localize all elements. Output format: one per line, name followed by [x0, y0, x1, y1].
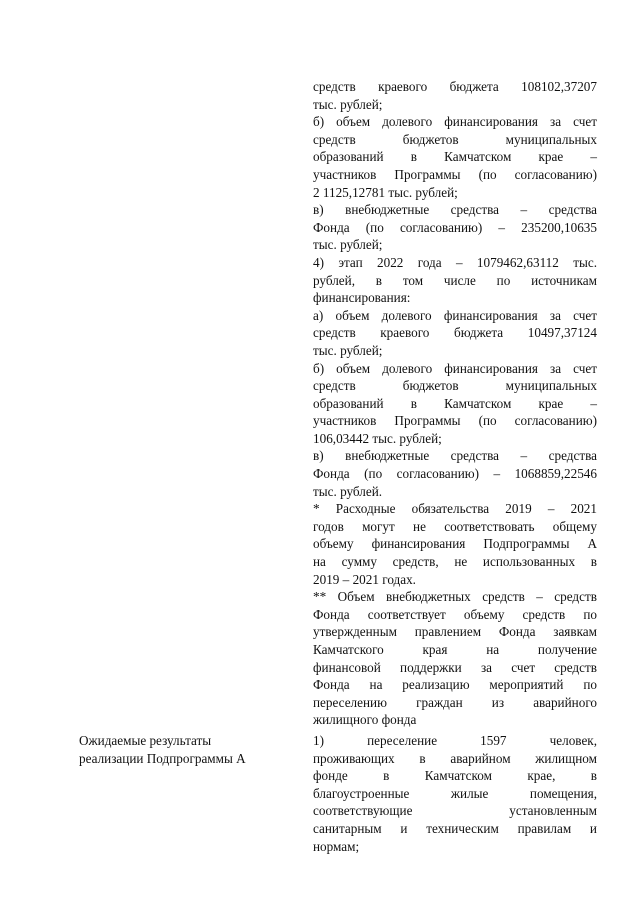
results-label-line-2: реализации Подпрограммы А [79, 750, 246, 766]
results-text-line: фонде в Камчатском крае, в [313, 768, 597, 784]
funding-text-line: тыс. рублей. [313, 483, 383, 499]
funding-text-line: участников Программы (по согласованию) [313, 166, 597, 182]
results-text-line: благоустроенные жилые помещения, [313, 785, 597, 801]
funding-text-line: переселению граждан из аварийного [313, 694, 597, 710]
funding-text-line: средств краевого бюджета 10497,37124 [313, 325, 597, 341]
funding-text-line: * Расходные обязательства 2019 – 2021 [313, 501, 597, 517]
funding-text-line: тыс. рублей; [313, 342, 383, 358]
funding-text-line: образований в Камчатском крае – [313, 395, 597, 411]
funding-text-line: утвержденным правлением Фонда заявкам [313, 624, 597, 640]
results-text-line: соответствующие установленным [313, 803, 597, 819]
funding-text-line: ** Объем внебюджетных средств – средств [313, 589, 597, 605]
funding-text [313, 78, 597, 729]
funding-text-line: финансирования: [313, 290, 411, 306]
funding-text-line: тыс. рублей; [313, 96, 383, 112]
funding-text-line: финансовой поддержки за счет средств [313, 659, 597, 675]
funding-text-line: б) объем долевого финансирования за счет [313, 114, 597, 130]
funding-text-line: годов могут не соответствовать общему [313, 518, 597, 534]
funding-text-line: участников Программы (по согласованию) [313, 413, 597, 429]
funding-text-line: жилищного фонда [313, 712, 417, 728]
funding-text-line: б) объем долевого финансирования за счет [313, 360, 597, 376]
funding-text-line: Фонда на реализацию мероприятий по [313, 677, 597, 693]
funding-text-line: Фонда (по согласованию) – 1068859,22546 [313, 466, 597, 482]
funding-text-line: средств бюджетов муниципальных [313, 378, 597, 394]
funding-text-line: тыс. рублей; [313, 237, 383, 253]
results-text-line: проживающих в аварийном жилищном [313, 750, 597, 766]
funding-text-line: средств краевого бюджета 108102,37207 [313, 79, 597, 94]
funding-text-line: 106,03442 тыс. рублей; [313, 430, 442, 446]
funding-text-line: Камчатского края на получение [313, 642, 597, 657]
funding-text-line: в) внебюджетные средства – средства [313, 448, 597, 464]
funding-text-line: объему финансирования Подпрограммы А [313, 536, 597, 552]
funding-text-line: образований в Камчатском крае – [313, 149, 597, 165]
funding-text-line: Фонда (по согласованию) – 235200,10635 [313, 219, 597, 235]
funding-text-line: средств бюджетов муниципальных [313, 131, 597, 147]
results-text [313, 732, 597, 855]
funding-text-line: а) объем долевого финансирования за счет [313, 307, 597, 323]
results-text-line: санитарным и техническим правилам и [313, 820, 597, 836]
results-text-line: 1) переселение 1597 человек, [313, 733, 597, 748]
funding-text-line: рублей, в том числе по источникам [313, 272, 597, 288]
results-text-line: нормам; [313, 838, 360, 854]
results-label-line-1: Ожидаемые результаты [79, 733, 212, 748]
funding-text-line: 4) этап 2022 года – 1079462,63112 тыс. [313, 254, 597, 270]
funding-text-line: 2 1125,12781 тыс. рублей; [313, 184, 458, 200]
funding-text-line: в) внебюджетные средства – средства [313, 202, 597, 218]
funding-text-line: Фонда соответствует объему средств по [313, 606, 597, 622]
results-label [79, 732, 289, 767]
funding-text-line: на сумму средств, не использованных в [313, 554, 597, 570]
funding-text-line: 2019 – 2021 годах. [313, 571, 416, 587]
